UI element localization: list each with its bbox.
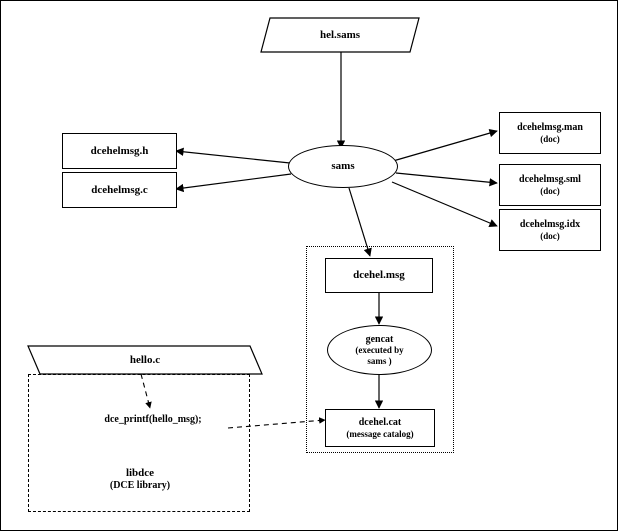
node-dcehelmsg-man[interactable] xyxy=(499,112,601,154)
edge-sams-to-sml xyxy=(396,173,497,183)
node-libdce-label: libdce xyxy=(125,466,155,479)
node-hel-sams[interactable] xyxy=(261,18,419,52)
edge-sams-to-dcehelmsg-c xyxy=(176,174,291,189)
node-dcehelmsg-idx-sub: (doc) xyxy=(540,230,560,241)
node-dcehel-msg[interactable] xyxy=(325,258,433,293)
node-dcehel-cat-label: dcehel.cat xyxy=(358,417,402,429)
dce-printf-call-label: dce_printf(hello_msg); xyxy=(104,414,202,425)
node-hello-c[interactable] xyxy=(28,346,262,374)
node-gencat-label: gencat xyxy=(365,333,394,345)
edge-sams-to-dcehelmsg-h xyxy=(176,151,290,163)
node-gencat-sub1: (executed by xyxy=(355,345,404,356)
node-dcehelmsg-c[interactable] xyxy=(62,172,177,208)
node-dcehel-msg-label: dcehel.msg xyxy=(353,269,405,282)
edge-sams-to-man xyxy=(393,131,497,161)
node-dcehelmsg-man-label: dcehelmsg.man xyxy=(517,122,583,134)
node-sams[interactable] xyxy=(288,145,398,188)
node-sams-label: sams xyxy=(331,160,355,173)
node-dcehelmsg-sml-sub: (doc) xyxy=(540,185,560,196)
node-libdce-sub: (DCE library) xyxy=(109,479,171,491)
node-gencat-sub2: sams ) xyxy=(367,355,392,366)
node-dcehelmsg-h-label: dcehelmsg.h xyxy=(90,144,149,157)
node-dcehel-cat[interactable] xyxy=(325,409,435,447)
node-gencat[interactable] xyxy=(327,325,432,375)
node-dcehelmsg-h[interactable] xyxy=(62,133,177,169)
node-dcehelmsg-c-label: dcehelmsg.c xyxy=(91,183,148,196)
node-dcehelmsg-idx-label: dcehelmsg.idx xyxy=(519,219,581,231)
node-hello-c-label: hello.c xyxy=(129,353,161,366)
node-dcehelmsg-sml-label: dcehelmsg.sml xyxy=(519,174,581,186)
node-libdce xyxy=(60,458,220,500)
node-dcehelmsg-sml[interactable] xyxy=(499,164,601,206)
dce-printf-call xyxy=(78,414,228,426)
node-hel-sams-label: hel.sams xyxy=(319,28,361,41)
node-dcehelmsg-man-sub: (doc) xyxy=(540,133,560,144)
node-dcehelmsg-idx[interactable] xyxy=(499,209,601,251)
node-dcehel-cat-sub: (message catalog) xyxy=(346,428,414,439)
edge-sams-to-idx xyxy=(392,182,497,226)
